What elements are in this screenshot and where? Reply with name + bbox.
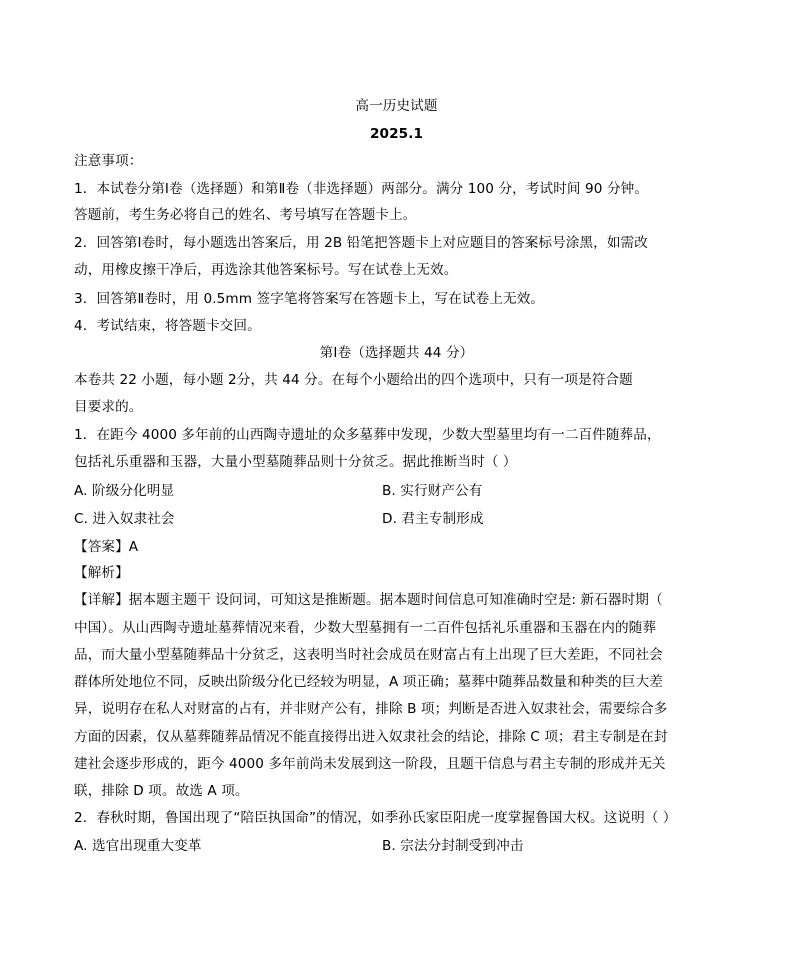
notice-line: 答题前，考生务必将自己的姓名、考号填写在答题卡上。 (74, 207, 417, 223)
option-a: A. 阶级分化明显 (74, 483, 175, 499)
section-title: 第Ⅰ卷（选择题共 44 分） (319, 345, 474, 361)
notice-line: 2．回答第Ⅰ卷时，每小题选出答案后，用 2B 铅笔把答题卡上对应题目的答案标号涂黑，如需改 (74, 235, 648, 251)
notice-line: 1．本试卷分第Ⅰ卷（选择题）和第Ⅱ卷（非选择题）两部分。满分 100 分，考试时间 90 分钟。 (74, 181, 649, 197)
detail-line: 中国）。从山西陶寺遗址墓葬情况来看，少数大型墓拥有一二百件包括礼乐重器和玉器在内的随葬 (74, 620, 657, 636)
detail-line: 建社会逐步形成的，距今 4000 多年前尚未发展到这一阶段，且题干信息与君主专制的形成并无关 (74, 756, 666, 772)
answer-line: 【答案】A (74, 539, 139, 555)
notice-heading: 注意事项： (74, 153, 143, 169)
detail-line: 联，排除 D 项。故选 A 项。 (74, 783, 249, 799)
option-b: B. 宗法分封制受到冲击 (382, 838, 524, 854)
question-stem: 包括礼乐重器和玉器，大量小型墓随葬品则十分贫乏。据此推断当时（ ） (74, 454, 517, 470)
notice-line: 动，用橡皮擦干净后，再选涂其他答案标号。写在试卷上无效。 (74, 262, 458, 278)
detail-line: 【详解】据本题主题干 设问词，可知这是推断题。据本题时间信息可知准确时空是: 新石器时期（ (74, 592, 663, 608)
question-stem: 2．春秋时期，鲁国出现了“陪臣执国命”的情况，如季孙氏家臣阳虎一度掌握鲁国大权。这说明（ ） (74, 810, 677, 826)
analysis-label: 【解析】 (74, 565, 129, 581)
exam-date: 2025.1 (369, 126, 424, 142)
detail-line: 品，而大量小型墓随葬品十分贫乏，这表明当时社会成员在财富占有上出现了巨大差距，不同社会 (74, 647, 663, 663)
option-c: C. 进入奴隶社会 (74, 511, 175, 527)
notice-line: 4．考试结束，将答题卡交回。 (74, 318, 261, 334)
section-intro: 本卷共 22 小题，每小题 2分，共 44 分。在每个小题给出的四个选项中，只有一项是符合题 (74, 372, 633, 388)
notice-line: 3．回答第Ⅱ卷时，用 0.5mm 签字笔将答案写在答题卡上，写在试卷上无效。 (74, 291, 545, 307)
exam-title: 高一历史试题 (355, 98, 438, 114)
detail-line: 方面的因素，仅从墓葬随葬品情况不能直接得出进入奴隶社会的结论，排除 C 项；君主专制是在封 (74, 729, 668, 745)
question-stem: 1．在距今 4000 多年前的山西陶寺遗址的众多墓葬中发现，少数大型墓里均有一二百件随葬品， (74, 427, 661, 443)
section-intro: 目要求的。 (74, 399, 143, 415)
option-a: A. 选官出现重大变革 (74, 838, 202, 854)
detail-line: 异，说明存在私人对财富的占有，并非财产公有，排除 B 项；判断是否进入奴隶社会，需要综合多 (74, 701, 668, 717)
option-b: B. 实行财产公有 (382, 483, 483, 499)
option-d: D. 君主专制形成 (382, 511, 484, 527)
detail-line: 群体所处地位不同，反映出阶级分化已经较为明显，A 项正确；墓葬中随葬品数量和种类的巨大差 (74, 674, 663, 690)
